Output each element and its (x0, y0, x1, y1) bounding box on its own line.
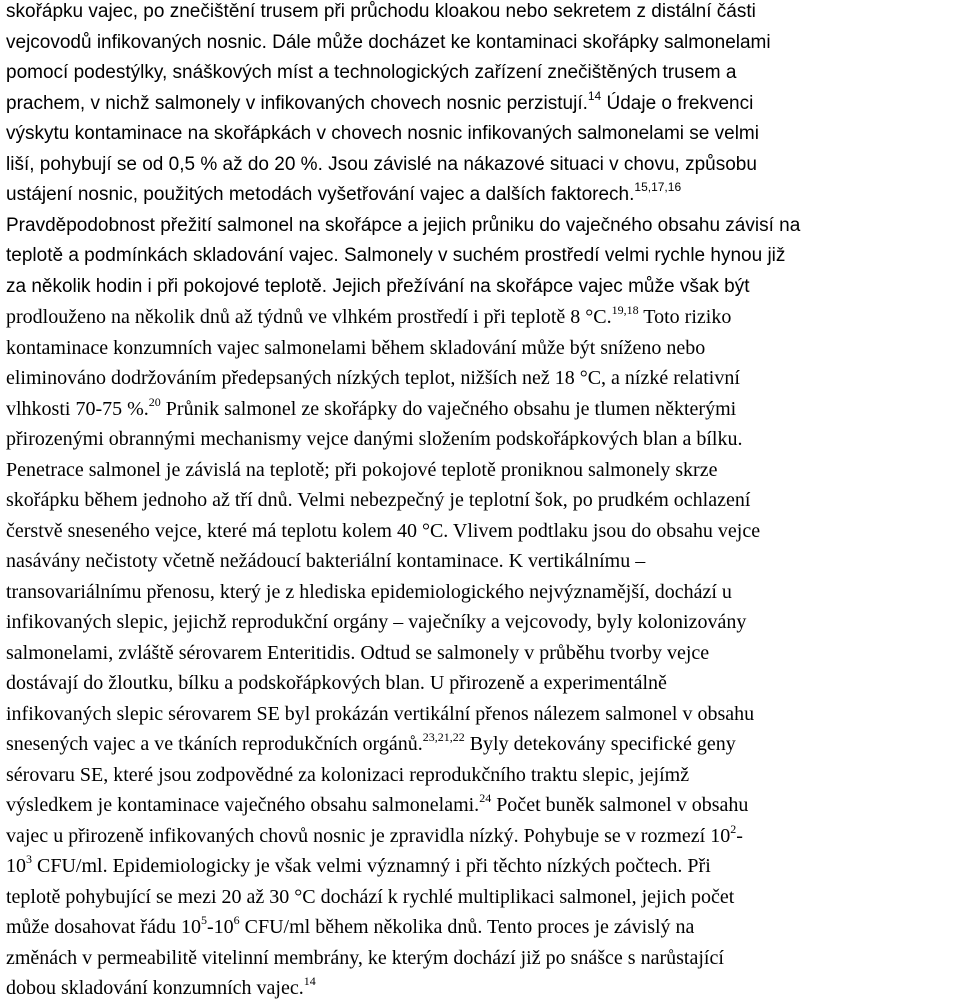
text-segment: Pravděpodobnost přežití salmonel na skořápce a jejich průniku do vaječného obsahu závisí na (6, 214, 801, 236)
text-segment: CFU/ml během několika dnů. Tento proces je závislý na (239, 916, 695, 938)
citation-superscript: 20 (148, 394, 161, 409)
text-line (6, 851, 711, 881)
text-line (6, 485, 750, 515)
text-segment: změnách v permeabilitě vitelinní membrány, ke kterým dochází již po snášce s narůstající (6, 946, 724, 969)
text-segment: výsledkem je kontaminace vaječného obsahu salmonelami. (6, 794, 480, 816)
text-segment: výskytu kontaminace na skořápkách v chovech nosnic infikovaných salmonelami se velmi (6, 123, 759, 144)
text-line (6, 882, 734, 912)
text-line (6, 180, 681, 210)
text-line (6, 211, 800, 241)
text-segment: dostávají do žloutku, bílku a podskořápkových blan. U přirozeně a experimentálně (6, 672, 667, 694)
text-segment: Byly detekovány specifické geny (464, 733, 736, 755)
text-line (6, 912, 694, 942)
text-line (6, 699, 754, 729)
text-line (6, 760, 689, 790)
text-segment: infikovaných slepic sérovarem SE byl prokázán vertikální přenos nálezem salmonel v obsahu (6, 702, 755, 725)
text-line (6, 394, 736, 424)
text-segment: - (736, 824, 743, 847)
text-line (6, 821, 743, 851)
text-line (6, 28, 771, 58)
text-segment: ustájení nosnic, použitých metodách vyšetřování vajec a dalších faktorech. (6, 184, 635, 205)
citation-superscript: 19,18 (611, 303, 639, 317)
citation-superscript: 24 (479, 791, 492, 805)
citation-superscript: 14 (303, 974, 316, 988)
text-segment: transovariálnímu přenosu, který je z hlediska epidemiologického nejvýznamější, dochází u (6, 580, 732, 603)
text-segment: CFU/ml. Epidemiologicky je však velmi významný i při těchto nízkých počtech. Při (32, 855, 711, 877)
text-segment: sérovaru SE, které jsou zodpovědné za kolonizaci reprodukčního traktu slepic, jejímž (6, 763, 690, 786)
citation-superscript: 6 (233, 913, 240, 927)
text-segment: přirozenými obrannými mechanismy vejce danými složením podskořápkových blan a bílku. (6, 428, 743, 450)
text-segment: Údaje o frekvenci (601, 92, 754, 114)
text-segment: teplotě pohybující se mezi 20 až 30 °C dochází k rychlé multiplikaci salmonel, jejich počet (6, 885, 735, 908)
text-segment: infikovaných slepic, jejichž reprodukční orgány – vaječníky a vejcovody, byly kolonizovány (6, 611, 747, 633)
citation-superscript: 2 (730, 821, 737, 836)
citation-superscript: 3 (26, 852, 32, 866)
text-segment: teplotě a podmínkách skladování vajec. Salmonely v suchém prostředí velmi rychle hynou již (6, 245, 786, 266)
text-line (6, 58, 736, 88)
text-segment: může dosahovat řádu 10 (6, 916, 201, 938)
text-line (6, 424, 742, 454)
citation-superscript: 23,21,22 (422, 730, 465, 744)
text-segment: vajec u přirozeně infikovaných chovů nosnic je zpravidla nízký. Pohybuje se v rozmezí 10 (6, 824, 731, 847)
text-segment: prodlouženo na několik dnů až týdnů ve vlhkém prostředí i při teplotě 8 °C. (6, 306, 612, 328)
text-line (6, 943, 724, 973)
text-segment: 10 (6, 855, 26, 877)
text-segment: prachem, v nichž salmonely v infikovaných chovech nosnic perzistují. (6, 92, 588, 114)
text-segment: skořápku vajec, po znečištění trusem při průchodu kloakou nebo sekretem z distální části (6, 1, 756, 22)
text-segment: vejcovodů infikovaných nosnic. Dále může docházet ke kontaminaci skořápky salmonelami (6, 31, 771, 53)
text-line (6, 455, 717, 485)
text-line (6, 272, 750, 302)
citation-superscript: 5 (200, 913, 207, 927)
text-segment: kontaminace konzumních vajec salmonelami během skladování může být sníženo nebo (6, 336, 706, 359)
text-line (6, 89, 753, 119)
text-line (6, 729, 736, 759)
text-line (6, 150, 757, 180)
text-line (6, 0, 756, 27)
text-segment: -10 (206, 916, 234, 938)
text-line (6, 119, 759, 149)
text-segment: vlhkosti 70-75 %. (6, 397, 149, 420)
text-segment: Penetrace salmonel je závislá na teplotě; při pokojové teplotě proniknou salmonely skrze (6, 458, 718, 481)
text-segment: snesených vajec a ve tkáních reprodukčních orgánů. (6, 733, 423, 755)
text-line (6, 241, 785, 271)
text-line (6, 607, 746, 637)
text-segment: skořápku během jednoho až tří dnů. Velmi nebezpečný je teplotní šok, po prudkém ochlazení (6, 489, 751, 511)
text-segment: za několik hodin i při pokojové teplotě. Jejich přežívání na skořápce vajec může však být (6, 275, 750, 297)
text-segment: čerstvě sneseného vejce, které má teplotu kolem 40 °C. Vlivem podtlaku jsou do obsahu vejce (6, 519, 761, 542)
document-page (6, 0, 954, 999)
text-line (6, 546, 645, 576)
text-line (6, 516, 760, 546)
text-line (6, 333, 705, 363)
text-segment: Počet buněk salmonel v obsahu (491, 794, 749, 816)
text-segment: Průnik salmonel ze skořápky do vaječného obsahu je tlumen některými (160, 397, 737, 420)
text-segment: eliminováno dodržováním předepsaných nízkých teplot, nižších než 18 °C, a nízké relativní (6, 367, 740, 389)
text-line (6, 363, 740, 393)
text-line (6, 668, 667, 698)
text-line (6, 302, 731, 332)
text-segment: Toto riziko (638, 306, 732, 328)
text-segment: pomocí podestýlky, snáškových míst a technologických zařízení znečištěných trusem a (6, 62, 737, 83)
text-line (6, 790, 748, 820)
text-segment: nasávány nečistoty včetně nežádoucí bakteriální kontaminace. K vertikálnímu – (6, 550, 646, 572)
text-line (6, 577, 732, 607)
text-segment: liší, pohybují se od 0,5 % až do 20 %. Jsou závislé na nákazové situaci v chovu, způsobu (6, 153, 757, 175)
text-line (6, 638, 709, 668)
text-segment: dobou skladování konzumních vajec. (6, 977, 304, 999)
text-line (6, 973, 316, 1003)
citation-superscript: 15,17,16 (634, 180, 682, 194)
citation-superscript: 14 (587, 88, 602, 103)
text-segment: salmonelami, zvláště sérovarem Enteritidis. Odtud se salmonely v průběhu tvorby vejce (6, 641, 710, 664)
